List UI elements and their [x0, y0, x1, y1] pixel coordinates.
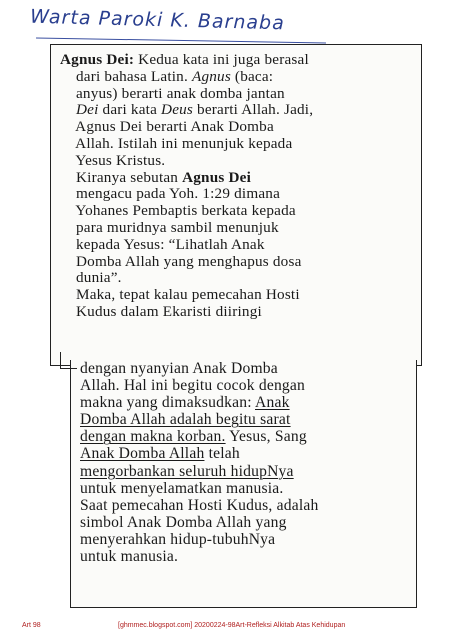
text-line — [80, 497, 318, 514]
text-segment: dari kata — [98, 101, 162, 119]
text-segment: Allah. Istilah ini menunjuk kepada — [60, 134, 293, 152]
text-segment: Agnus — [191, 67, 231, 85]
text-segment: Yesus, Sang — [225, 428, 307, 446]
text-line — [80, 531, 318, 548]
text-line — [80, 445, 318, 462]
text-segment: dengan nyanyian Anak Domba — [80, 360, 278, 377]
page-footer — [0, 620, 452, 634]
text-segment: Domba Allah yang menghapus dosa — [60, 252, 302, 270]
text-segment: Yohanes Pembaptis berkata kepada — [60, 202, 296, 220]
text-segment: Agnus Dei: — [60, 51, 135, 68]
text-line — [80, 463, 318, 480]
text-segment: dunia”. — [60, 269, 122, 287]
text-line — [60, 237, 313, 254]
text-segment: (baca: — [230, 67, 274, 85]
text-line — [80, 377, 318, 394]
text-segment: anyus) berarti anak domba jantan — [60, 84, 285, 102]
text-line — [60, 69, 313, 86]
text-segment: Allah. Hal ini begitu cocok dengan — [80, 377, 306, 395]
text-segment: simbol Anak Domba Allah yang — [80, 513, 287, 531]
text-segment: Anak — [255, 394, 290, 412]
footer-article-number: Art 98 — [22, 622, 41, 629]
footer-source: [ghmmec.blogspot.com] 20200224-98Art-Refleksi Alkitab Atas Kehidupan — [118, 622, 346, 629]
text-segment: Dei — [76, 101, 99, 119]
text-segment: Kudus dalam Ekaristi diiringi — [60, 302, 262, 320]
text-segment: Deus — [161, 101, 194, 119]
text-segment: Saat pemecahan Hosti Kudus, adalah — [80, 496, 319, 514]
text-line — [60, 304, 313, 321]
article-text-bottom — [80, 360, 318, 565]
article-text-top — [60, 52, 313, 321]
text-line — [80, 394, 318, 411]
text-segment: mengacu pada Yoh. 1:29 dimana — [60, 185, 281, 203]
text-segment: Agnus Dei — [182, 168, 251, 186]
text-segment: Agnus Dei berarti Anak Domba — [60, 118, 274, 136]
text-segment: dari bahasa Latin. — [60, 67, 192, 85]
text-segment: para muridnya sambil menunjuk — [60, 218, 279, 236]
text-segment: telah — [204, 445, 240, 463]
text-line — [80, 548, 318, 565]
text-segment: makna yang dimaksudkan: — [80, 394, 255, 412]
text-line — [80, 411, 318, 428]
text-line — [80, 480, 318, 497]
text-segment: dengan makna korban. — [80, 428, 226, 446]
text-line — [60, 119, 313, 136]
handwritten-source-note: Warta Paroki K. Barnaba — [29, 5, 286, 35]
text-line — [60, 170, 313, 187]
text-segment: Kedua kata ini juga berasal — [134, 51, 309, 68]
text-line — [80, 360, 318, 377]
text-line — [60, 287, 313, 304]
text-segment: Maka, tepat kalau pemecahan Hosti — [60, 286, 300, 304]
text-segment: Kiranya sebutan — [60, 168, 183, 186]
text-line — [80, 428, 318, 445]
text-line — [60, 220, 313, 237]
text-segment: mengorbankan seluruh hidupNya — [80, 462, 294, 480]
text-line — [80, 514, 318, 531]
text-segment: Yesus Kristus. — [60, 151, 166, 169]
text-segment: Anak Domba Allah — [80, 445, 205, 463]
text-segment: Domba Allah adalah begitu sarat — [80, 411, 291, 429]
text-line — [60, 186, 313, 203]
text-segment: untuk menyelamatkan manusia. — [80, 479, 284, 497]
text-line — [60, 102, 313, 119]
text-segment — [60, 101, 76, 118]
text-segment: berarti Allah. Jadi, — [193, 101, 314, 119]
text-line — [60, 270, 313, 287]
text-line — [60, 136, 313, 153]
text-line — [60, 52, 313, 69]
text-line — [60, 153, 313, 170]
text-segment: kepada Yesus: “Lihatlah Anak — [60, 235, 265, 253]
text-segment: untuk manusia. — [80, 548, 179, 566]
text-line — [60, 86, 313, 103]
text-line — [60, 254, 313, 271]
text-line — [60, 203, 313, 220]
text-segment: menyerahkan hidup-tubuhNya — [80, 530, 276, 548]
clipping-corner — [60, 352, 77, 369]
